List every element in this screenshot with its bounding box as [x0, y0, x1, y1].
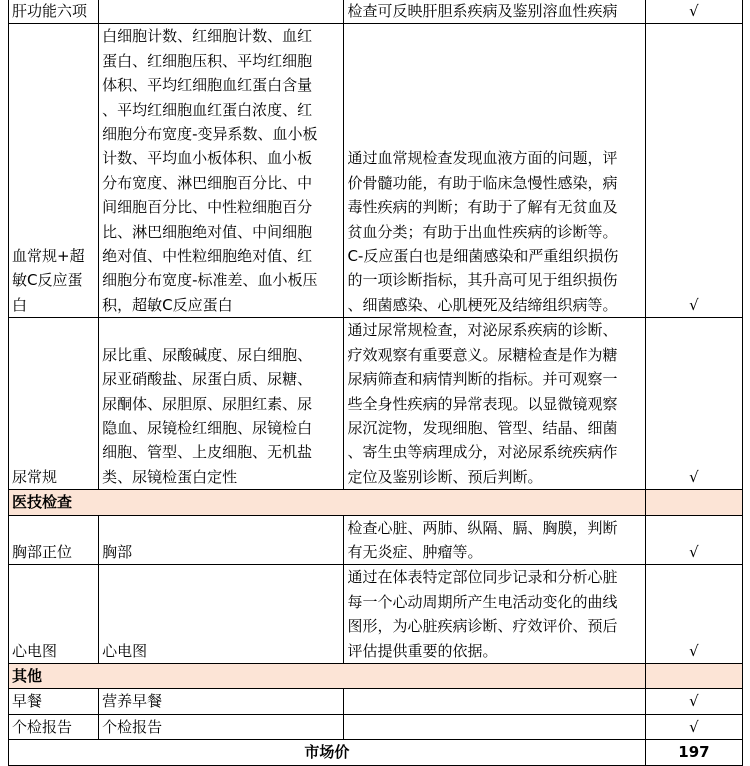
- item-detail: 心电图: [99, 565, 344, 664]
- table-row: [9, 689, 743, 714]
- table-row: [9, 24, 743, 318]
- item-detail: 胸部: [99, 515, 344, 565]
- item-detail: 白细胞计数、红细胞计数、血红 蛋白、红细胞压积、平均红细胞 体积、平均红细胞血红蛋白含量 、平均红细胞血红蛋白浓度、红 细胞分布宽度-变异系数、血小板 计数、平均血小板体积、血小板 分布宽度、淋巴细胞百分比、中 间细胞百分比、中性粒细胞百分 比、淋巴细胞绝对值、中间细胞 绝对值、中性粒细胞绝对值、红 细胞分布宽度-标准差、血小板压 积，超敏C反应蛋白: [99, 24, 344, 318]
- total-row: [9, 740, 743, 765]
- check-mark: √: [645, 689, 742, 714]
- section-header-row: [9, 663, 743, 688]
- item-description: [344, 689, 645, 714]
- item-description: [344, 714, 645, 739]
- item-name: 尿常规: [9, 318, 99, 490]
- item-name: 个检报告: [9, 714, 99, 739]
- item-description: 通过尿常规检查，对泌尿系疾病的诊断、 疗效观察有重要意义。尿糖检查是作为糖 尿病筛查和病情判断的指标。并可观察一 些全身性疾病的异常表现。以显微镜观察 尿沉淀物，发现细胞、管型、结晶、细菌 、寄生虫等病理成分，对泌尿系统疾病作 定位及鉴别诊断、预后判断。: [344, 318, 645, 490]
- check-mark: √: [645, 714, 742, 739]
- section-title-other: 其他: [9, 663, 646, 688]
- check-mark: √: [645, 565, 742, 664]
- section-header-row: [9, 490, 743, 515]
- item-detail: 尿比重、尿酸碱度、尿白细胞、 尿亚硝酸盐、尿蛋白质、尿糖、 尿酮体、尿胆原、尿胆红素、尿 隐血、尿镜检红细胞、尿镜检白 细胞、管型、上皮细胞、无机盐 类、尿镜检蛋白定性: [99, 318, 344, 490]
- item-name: 早餐: [9, 689, 99, 714]
- item-name: 心电图: [9, 565, 99, 664]
- table-row: [9, 565, 743, 664]
- table-row: [9, 515, 743, 565]
- item-description: 检查心脏、两肺、纵隔、膈、胸膜，判断 有无炎症、肿瘤等。: [344, 515, 645, 565]
- section-blank-cell: [645, 663, 742, 688]
- section-blank-cell: [645, 490, 742, 515]
- item-name: 血常规+超 敏C反应蛋 白: [9, 24, 99, 318]
- item-name: 肝功能六项: [9, 0, 99, 24]
- check-mark: √: [645, 0, 742, 24]
- item-detail: 营养早餐: [99, 689, 344, 714]
- table-row: [9, 714, 743, 739]
- exam-package-table: [8, 0, 743, 766]
- table-row: [9, 318, 743, 490]
- item-detail: [99, 0, 344, 24]
- item-name: 胸部正位: [9, 515, 99, 565]
- market-price-value: 197: [645, 740, 742, 765]
- market-price-label: 市场价: [9, 740, 646, 765]
- check-mark: √: [645, 24, 742, 318]
- check-mark: √: [645, 318, 742, 490]
- item-description: 通过在体表特定部位同步记录和分析心脏 每一个心动周期所产生电活动变化的曲线 图形，为心脏疾病诊断、疗效评价、预后 评估提供重要的依据。: [344, 565, 645, 664]
- item-description: 通过血常规检查发现血液方面的问题，评 价骨髓功能，有助于临床急慢性感染，病 毒性疾病的判断；有助于了解有无贫血及 贫血分类；有助于出血性疾病的诊断等。 C-反应蛋白也是细菌感染和严重组织损伤 的一项诊断指标，其升高可见于组织损伤 、细菌感染、心肌梗死及结缔组织病等。: [344, 24, 645, 318]
- item-description: 检查可反映肝胆系疾病及鉴别溶血性疾病: [344, 0, 645, 24]
- section-title-medtech: 医技检查: [9, 490, 646, 515]
- item-detail: 个检报告: [99, 714, 344, 739]
- table-row: [9, 0, 743, 24]
- check-mark: √: [645, 515, 742, 565]
